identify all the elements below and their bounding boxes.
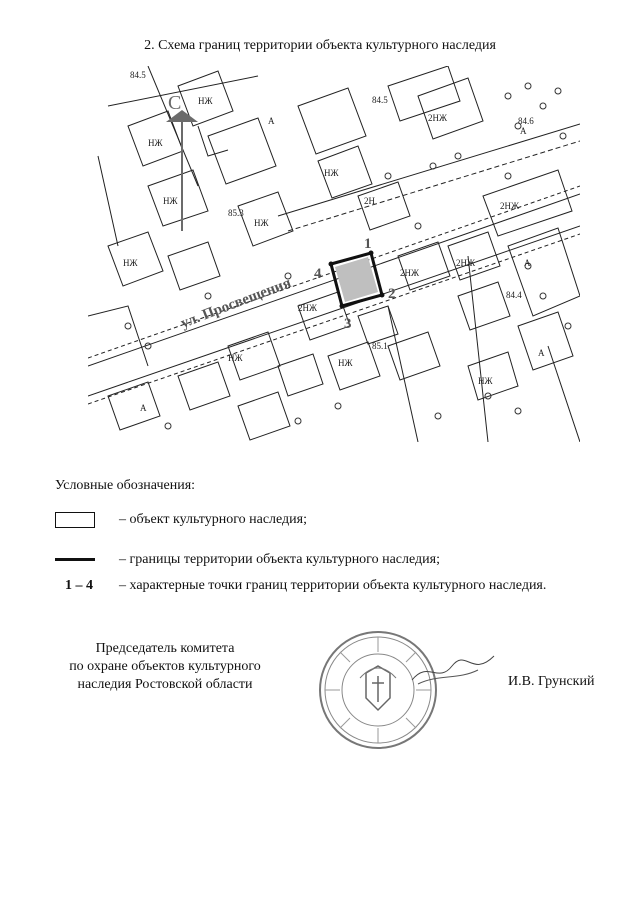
building-label: 2Н (364, 196, 375, 206)
legend-label: – характерные точки границ территории объекта культурного наследия. (119, 578, 547, 593)
height-mark: 84.6 (518, 116, 534, 126)
boundary-point-2 (380, 293, 385, 298)
building-label: А (140, 403, 147, 413)
signatory-position (40, 640, 290, 694)
building-label: НЖ (163, 196, 178, 206)
building-label: НЖ (123, 258, 138, 268)
building-label: НЖ (324, 168, 339, 178)
height-mark: 85.3 (228, 208, 244, 218)
building-label: 2НЖ (500, 201, 520, 211)
boundary-point-3 (340, 304, 345, 309)
building-label: НЖ (148, 138, 163, 148)
building-label: 2НЖ (456, 258, 476, 268)
height-mark: 84.5 (372, 95, 388, 105)
cadastral-map (88, 66, 580, 442)
height-mark: 84.5 (130, 70, 146, 80)
legend-symbol-box (55, 512, 95, 528)
position-line: по охране объектов культурного (69, 659, 261, 674)
point-label-2: 2 (388, 286, 396, 302)
building-label: А (538, 348, 545, 358)
building-label: 2НЖ (298, 303, 318, 313)
height-mark: 84.4 (506, 290, 522, 300)
legend-symbol-points: 1 – 4 (65, 578, 93, 593)
legend-title: Условные обозначения: (55, 478, 196, 493)
legend-label: – объект культурного наследия; (119, 512, 307, 527)
street-edge-bottom (88, 226, 580, 396)
building-label: А (520, 126, 527, 136)
position-line: наследия Ростовской области (77, 677, 253, 692)
building-label: А (524, 258, 531, 268)
boundary-point-4 (329, 262, 334, 267)
legend-symbol-line (55, 558, 95, 561)
street-label: ул. Просвещения (178, 274, 294, 332)
building-label: НЖ (228, 353, 243, 363)
point-label-1: 1 (364, 236, 372, 252)
building-label: 2НЖ (400, 268, 420, 278)
building-label: НЖ (478, 376, 493, 386)
building-label: 2НЖ (428, 113, 448, 123)
official-seal (316, 628, 440, 752)
north-label: С (168, 92, 182, 114)
point-label-4: 4 (314, 266, 322, 282)
north-arrow (166, 92, 198, 231)
point-label-3: 3 (344, 316, 352, 332)
signatory-name: И.В. Грунский (508, 674, 595, 689)
building-label: НЖ (338, 358, 353, 368)
building-label: НЖ (198, 96, 213, 106)
document-title: 2. Схема границ территории объекта культурного наследия (144, 38, 496, 53)
legend-label: – границы территории объекта культурного наследия; (119, 552, 440, 567)
position-line: Председатель комитета (95, 641, 235, 656)
building-label: НЖ (254, 218, 269, 228)
height-mark: 85.1 (372, 341, 388, 351)
heritage-object-fill (335, 257, 378, 302)
building-label: А (268, 116, 275, 126)
handwritten-signature (408, 650, 498, 690)
